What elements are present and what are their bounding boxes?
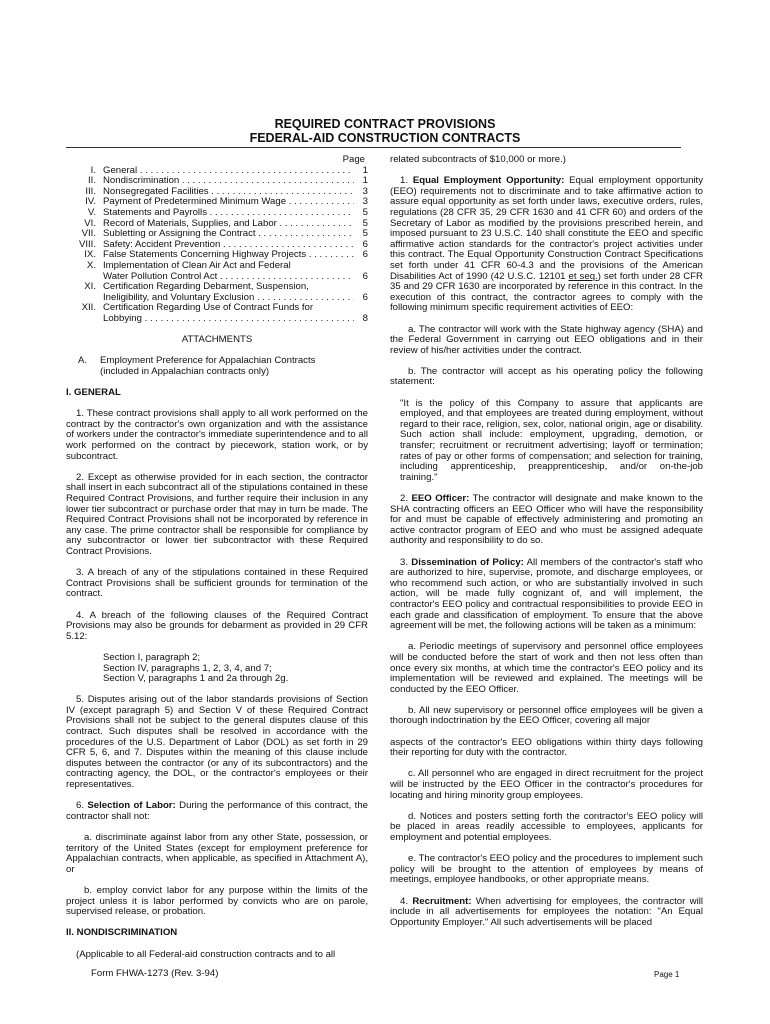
paragraph: related subcontracts of $10,000 or more.) — [390, 154, 566, 165]
toc-number: IV. — [85, 196, 96, 208]
toc-row-continued — [66, 272, 368, 283]
toc-row — [66, 229, 368, 240]
toc-title-continued: Water Pollution Control Act . . . — [103, 272, 354, 283]
paragraph-recruitment: 4. Recruitment: When advertising for employees, the contractor will include in all advertisements for employees the notation: "An Equal Opportunity Employer." All such advertisements will be placed — [390, 895, 704, 928]
table-of-contents — [66, 166, 368, 325]
toc-title-continued: Lobbying . . . — [103, 314, 354, 325]
toc-number: III. — [85, 185, 96, 197]
paragraph-dissemination: 3. Dissemination of Policy: All members of the contractor's staff who are authorized to hire, supervise, promote, and discharge employees, or who recommend such action, or who are substantially involved in such action, will be made fully cognizant of, and will implement, the contractor's EEO policy and contractual responsibilities to provide EEO in each grade and classification of employment. To ensure that the above agreement will be met, the following actions will be taken as a minimum: — [390, 556, 703, 632]
et-seq-term: et seq. — [568, 270, 598, 282]
toc-page-number: 1 — [362, 175, 368, 187]
toc-row — [66, 166, 368, 177]
toc-row-continued — [66, 314, 368, 325]
toc-number: VI. — [84, 217, 96, 229]
toc-title: Certification Regarding Debarment, Suspension, — [103, 282, 309, 293]
selection-of-labor-term: Selection of Labor: — [87, 800, 176, 812]
toc-title: Statements and Payrolls . . . — [103, 208, 354, 219]
toc-title: False Statements Concerning Highway Projects . . . — [103, 250, 354, 261]
toc-title: Nondiscrimination . . . — [103, 176, 354, 187]
paragraph-selection-of-labor: 6. Selection of Labor: During the performance of this contract, the contractor shall not: — [66, 800, 368, 822]
paragraph: b. All new supervisory or personnel office employees will be given a thorough indoctrination by the EEO Officer, covering all major — [390, 704, 703, 727]
paragraph: 2. Except as otherwise provided for in each section, the contractor shall insert in each subcontract all of the stipulations contained in these Required Contract Provisions, and further require their inclusion in any lower tier subcontract or purchase order that may in turn be made. The Required Contract Provisions shall not be incorporated by reference in any case. The prime contractor shall be responsible for compliance by any subcontractor or lower tier subcontractor with these Required Contract Provisions. — [66, 471, 368, 557]
paragraph: 4. A breach of the following clauses of the Required Contract Provisions may also be grounds for debarment as provided in 29 CFR 5.12: — [66, 609, 368, 642]
toc-row — [66, 197, 368, 208]
toc-title: Subletting or Assigning the Contract . . . — [103, 229, 354, 240]
dissemination-term: Dissemination of Policy: — [411, 556, 524, 568]
section-heading-nondiscrimination: II. NONDISCRIMINATION — [66, 927, 178, 939]
toc-row-continued — [66, 293, 368, 304]
toc-title: General . . . — [103, 166, 354, 177]
attachment-item — [66, 356, 368, 377]
section-ref: Section I, paragraph 2; — [103, 651, 201, 663]
toc-page-number: 6 — [362, 249, 368, 261]
toc-title: Safety: Accident Prevention . . . — [103, 240, 354, 251]
paragraph: 1. These contract provisions shall apply to all work performed on the contract by the contractor's own organization and with the assistance of workers under the contractor's immediate superintendence and to all work performed on the contract by piecework, station work, or by subcontract. — [66, 408, 368, 462]
toc-page-number: 5 — [362, 217, 368, 229]
section-ref: Section V, paragraphs 1 and 2a through 2g. — [103, 673, 289, 685]
toc-row — [66, 176, 368, 187]
toc-row — [66, 250, 368, 261]
toc-page-number: 6 — [362, 238, 368, 250]
toc-number: X. — [86, 259, 96, 271]
paragraph: (Applicable to all Federal-aid construction contracts and to all — [76, 948, 336, 960]
toc-number: XII. — [81, 302, 96, 314]
paragraph: aspects of the contractor's EEO obligations within thirty days following their reporting for duty with the contractor. — [390, 736, 703, 759]
toc-page-number: 6 — [362, 270, 368, 282]
toc-page-number: 3 — [362, 196, 368, 208]
recruitment-term: Recruitment: — [412, 895, 472, 907]
paragraph: a. discriminate against labor from any other State, possession, or territory of the United States (except for employment preference for Appalachian contracts, when applicable, as specified in Attachment A), or — [66, 832, 368, 875]
paragraph: 5. Disputes arising out of the labor standards provisions of Section IV (except paragraph 5) and Section V of these Required Contract Provisions shall not be subject to the general disputes clause of this contract. Such disputes shall be resolved in accordance with the procedures of the U.S. Department of Labor (DOL) as set forth in 29 CFR 5, 6, and 7. Disputes within the meaning of this clause include disputes between the contractor (or any of its subcontractors) and the contracting agency, the DOL, or the contractor's employees or their representatives. — [66, 694, 368, 791]
form-number: Form FHWA-1273 (Rev. 3-94) — [91, 968, 219, 979]
toc-row — [66, 208, 368, 219]
toc-number: VIII. — [78, 238, 96, 250]
toc-row — [66, 282, 368, 293]
toc-row — [66, 261, 368, 272]
toc-row — [66, 219, 368, 230]
section-heading-general: I. GENERAL — [66, 387, 121, 399]
toc-row — [66, 303, 368, 314]
toc-page-number: 1 — [362, 164, 368, 176]
toc-title: Payment of Predetermined Minimum Wage . . . — [103, 197, 354, 208]
paragraph-eeo-officer: 2. EEO Officer: The contractor will designate and make known to the SHA contracting officers an EEO Officer who will have the responsibility for and must be capable of effectively administering and promoting an active contractor program of EEO and who must be assigned adequate authority and responsibility to do so. — [390, 493, 703, 547]
policy-statement-quote: "It is the policy of this Company to assure that applicants are employed, and that employees are treated during employment, without regard to their race, religion, sex, color, national origin, age or disability. Such action shall include: employment, upgrading, demotion, or transfer; recruitment or recruitment advertising; layoff or termination; rates of pay or other forms of compensation; and selection for training, including apprenticeship, preapprenticeship, and/or on-the-job training." — [400, 397, 703, 483]
eeo-officer-term: EEO Officer: — [411, 493, 470, 504]
section-ref: Section IV, paragraphs 1, 2, 3, 4, and 7; — [103, 662, 272, 674]
toc-title: Nonsegregated Facilities . . . — [103, 187, 354, 198]
paragraph: d. Notices and posters setting forth the contractor's EEO policy will be placed in areas readily accessible to employees, applicants for employment and potential employees. — [390, 810, 703, 843]
paragraph: b. employ convict labor for any purpose within the limits of the project unless it is labor performed by convicts who are on parole, supervised release, or probation. — [66, 884, 368, 918]
toc-page-number: 5 — [362, 228, 368, 240]
toc-title: Record of Materials, Supplies, and Labor . . . — [103, 219, 354, 230]
attachments-header: ATTACHMENTS — [181, 334, 253, 346]
debarment-sections — [66, 653, 368, 685]
paragraph: e. The contractor's EEO policy and the procedures to implement such policy will be brought to the attention of employees by means of meetings, employee handbooks, or other appropriate means. — [390, 853, 703, 886]
toc-title-continued: Ineligibility, and Voluntary Exclusion . . . — [103, 293, 354, 304]
paragraph-eeo: 1. Equal Employment Opportunity: Equal employment opportunity (EEO) requirements not to discriminate and to take affirmative action to assure equal opportunity as set forth under laws, executive orders, rules, regulations (28 CFR 35, 29 CFR 1630 and 41 CFR 60) and orders of the Secretary of Labor as modified by the provisions prescribed herein, and imposed pursuant to 23 U.S.C. 140 shall constitute the EEO and specific affirmative action standards for the contractor's project activities under this contract. The Equal Opportunity Construction Contract Specifications set forth under 41 CFR 60-4.3 and the provisions of the American Disabilities Act of 1990 (42 U.S.C. 12101 et seq.) set forth under 28 CFR 35 and 29 CFR 1630 are incorporated by reference in this contract. In the execution of this contract, the contractor agrees to comply with the following minimum specific requirement activities of EEO: — [390, 175, 703, 314]
document-title-line1: REQUIRED CONTRACT PROVISIONS — [274, 117, 496, 131]
toc-page-number: 5 — [362, 206, 368, 218]
toc-page-header: Page — [342, 154, 365, 165]
toc-page-number: 3 — [362, 185, 368, 197]
attachment-line2: (included in Appalachian contracts only) — [100, 365, 270, 377]
toc-title: Certification Regarding Use of Contract Funds for — [103, 303, 314, 314]
paragraph: 3. A breach of any of the stipulations contained in these Required Contract Provisions shall be sufficient grounds for termination of the contract. — [66, 567, 368, 600]
paragraph: b. The contractor will accept as his operating policy the following statement: — [390, 365, 703, 388]
page-number: Page 1 — [654, 970, 680, 979]
attachment-line1: Employment Preference for Appalachian Contracts — [100, 355, 316, 367]
toc-number: VII. — [81, 228, 96, 240]
toc-page-number: 8 — [362, 312, 368, 324]
title-rule — [66, 147, 681, 148]
toc-page-number: 6 — [362, 291, 368, 303]
toc-number: XI. — [84, 281, 96, 293]
toc-number: V. — [87, 206, 96, 218]
toc-number: I. — [90, 164, 96, 176]
eeo-term: Equal Employment Opportunity: — [412, 175, 565, 187]
toc-number: II. — [88, 175, 96, 187]
paragraph: a. The contractor will work with the State highway agency (SHA) and the Federal Government in carrying out EEO obligations and in their review of his/her activities under the contract. — [390, 323, 703, 356]
attachment-letter: A. — [78, 355, 88, 367]
toc-row — [66, 240, 368, 251]
document-title-line2: FEDERAL-AID CONSTRUCTION CONTRACTS — [249, 131, 521, 145]
toc-title: Implementation of Clean Air Act and Federal — [103, 260, 291, 271]
left-column — [66, 155, 368, 971]
paragraph: c. All personnel who are engaged in direct recruitment for the project will be instructed by the EEO Officer in the contractor's procedures for locating and hiring minority group employees. — [390, 768, 703, 801]
toc-row — [66, 187, 368, 198]
right-column — [390, 155, 703, 939]
toc-number: IX. — [84, 249, 96, 261]
paragraph: a. Periodic meetings of supervisory and personnel office employees will be conducted before the start of work and then not less often than once every six months, at which time the contractor's EEO policy and its implementation will be reviewed and explained. The meetings will be conducted by the EEO Officer. — [390, 641, 703, 695]
